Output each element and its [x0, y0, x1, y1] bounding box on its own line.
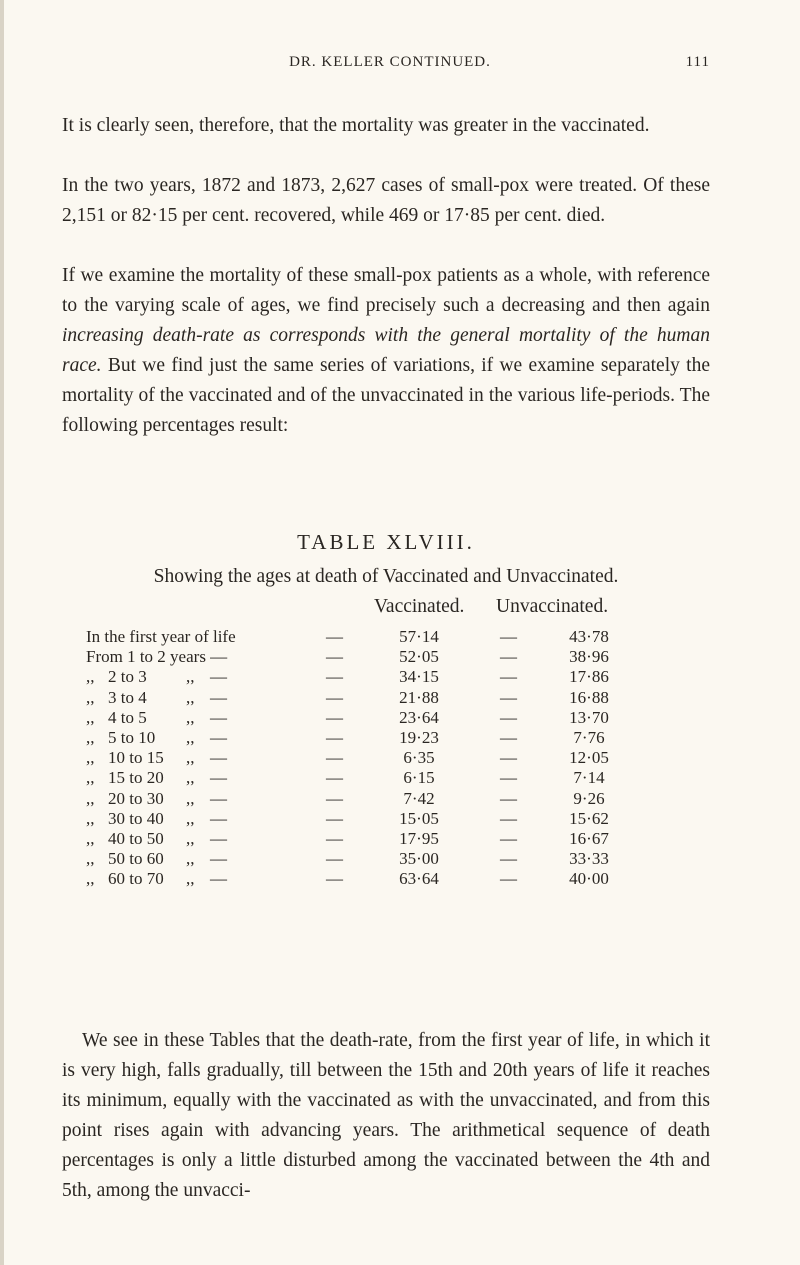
ditto-mark: ,, — [86, 829, 95, 848]
table-column-headers — [0, 596, 800, 622]
ditto-mark: ,, — [86, 707, 95, 727]
unvaccinated-value: 16·88 — [569, 687, 609, 707]
row-dash: — — [326, 728, 343, 747]
row-dash: — — [500, 869, 517, 889]
vaccinated-value: 34·15 — [399, 667, 439, 687]
row-label — [86, 789, 227, 809]
row-dash: — — [500, 768, 517, 788]
unvaccinated-value: 38·96 — [569, 647, 609, 667]
unvaccinated-value: 13·70 — [569, 707, 609, 727]
ditto-mark: ,, — [186, 707, 195, 727]
vaccinated-value: 6·15 — [403, 768, 435, 788]
ditto-mark: ,, — [186, 829, 195, 848]
column-header-unvaccinated: Unvaccinated. — [496, 596, 609, 617]
paragraph-3-italic: increasing death-rate as corresponds with the general mortality of the human race. — [62, 325, 710, 376]
table-title: TABLE XLVIII. — [297, 530, 475, 554]
vaccinated-value: 23·64 — [399, 707, 439, 727]
row-dash: — — [500, 728, 517, 747]
unvaccinated-value: 40·00 — [569, 869, 609, 889]
row-dash: — — [326, 748, 343, 768]
row-dash: — — [326, 647, 343, 667]
row-dash: — — [326, 808, 343, 828]
row-dash: — — [326, 687, 343, 707]
unvaccinated-value: 12·05 — [569, 748, 609, 768]
paragraph-3 — [62, 261, 710, 441]
row-label — [86, 708, 227, 728]
row-age-range: 40 to 50 — [108, 829, 164, 848]
column-header-vaccinated: Vaccinated. — [374, 596, 465, 617]
row-dash: — — [326, 707, 343, 727]
row-age-range: 3 to 4 — [108, 687, 147, 707]
row-dash: — — [210, 849, 227, 869]
row-dash: — — [500, 647, 517, 667]
row-dash: — — [326, 627, 343, 646]
row-dash: — — [210, 869, 227, 889]
vaccinated-value: 63·64 — [399, 869, 439, 889]
ditto-mark: ,, — [186, 869, 195, 889]
row-label: From 1 to 2 years — — [86, 647, 228, 667]
row-label — [86, 688, 227, 708]
unvaccinated-value: 9·26 — [573, 788, 605, 808]
table-caption: Showing the ages at death of Vaccinated and Unvaccinated. — [153, 566, 619, 587]
row-age-range: 15 to 20 — [108, 768, 164, 788]
unvaccinated-value: 17·86 — [569, 667, 609, 687]
row-dash: — — [210, 707, 227, 727]
row-dash: — — [500, 808, 517, 828]
row-label — [86, 869, 227, 889]
paragraph-3-text-b: But we find just the same series of variations, if we examine separately the mortality of the vaccinated and of the unvaccinated in the various life-periods. The following percentages result: — [62, 355, 710, 436]
row-dash: — — [500, 829, 517, 848]
row-dash: — — [326, 829, 343, 848]
unvaccinated-value: 43·78 — [569, 627, 609, 646]
ditto-mark: ,, — [186, 728, 195, 747]
ditto-mark: ,, — [186, 849, 195, 869]
paragraph-2: In the two years, 1872 and 1873, 2,627 cases of small-pox were treated. Of these 2,151 or 82·15 per cent. recovered, while 469 or 17·85 per cent. died. — [62, 175, 710, 226]
ditto-mark: ,, — [186, 748, 195, 768]
row-dash: — — [500, 667, 517, 687]
row-dash: — — [326, 849, 343, 869]
ditto-mark: ,, — [186, 687, 195, 707]
vaccinated-value: 15·05 — [399, 808, 439, 828]
row-dash: — — [500, 849, 517, 869]
vaccinated-value: 57·14 — [399, 627, 439, 646]
unvaccinated-value: 16·67 — [569, 829, 609, 848]
row-dash: — — [210, 808, 227, 828]
vaccinated-value: 19·23 — [399, 728, 439, 747]
unvaccinated-value: 7·14 — [573, 768, 605, 788]
row-label — [86, 768, 227, 788]
row-age-range: 5 to 10 — [108, 728, 156, 747]
ditto-mark: ,, — [186, 788, 195, 808]
ditto-mark: ,, — [86, 728, 95, 747]
ditto-mark: ,, — [86, 808, 95, 828]
paragraph-1: It is clearly seen, therefore, that the mortality was greater in the vaccinated. — [62, 115, 650, 136]
row-label — [86, 667, 227, 687]
ditto-mark: ,, — [86, 667, 95, 687]
row-dash: — — [500, 748, 517, 768]
row-age-range: 30 to 40 — [108, 808, 164, 828]
vaccinated-value: 6·35 — [403, 748, 435, 768]
paragraph-3-text-a: If we examine the mortality of these small-pox patients as a whole, with reference to the varying scale of ages, we find precisely such a decreasing and then again — [62, 265, 710, 316]
row-label — [86, 809, 227, 829]
row-dash: — — [500, 687, 517, 707]
row-dash: — — [326, 788, 343, 808]
ditto-mark: ,, — [86, 869, 95, 889]
vaccinated-value: 35·00 — [399, 849, 439, 869]
row-dash: — — [210, 768, 227, 788]
ditto-mark: ,, — [186, 808, 195, 828]
row-age-range: 2 to 3 — [108, 667, 147, 687]
page-number: 111 — [685, 54, 710, 70]
row-dash: — — [210, 687, 227, 707]
ditto-mark: ,, — [186, 768, 195, 788]
row-dash: — — [326, 768, 343, 788]
row-age-range: 20 to 30 — [108, 788, 164, 808]
vaccinated-value: 21·88 — [399, 687, 439, 707]
vaccinated-value: 7·42 — [403, 788, 435, 808]
ditto-mark: ,, — [86, 687, 95, 707]
row-dash: — — [210, 748, 227, 768]
row-dash: — — [210, 667, 227, 687]
row-age-range: 50 to 60 — [108, 849, 164, 869]
row-dash: — — [500, 788, 517, 808]
unvaccinated-value: 7·76 — [573, 728, 605, 747]
row-dash: — — [500, 707, 517, 727]
row-age-range: 4 to 5 — [108, 707, 147, 727]
running-header — [70, 54, 710, 76]
row-dash: — — [210, 788, 227, 808]
row-label — [86, 849, 227, 869]
header-title: DR. KELLER CONTINUED. — [289, 54, 491, 70]
table-row — [0, 869, 800, 893]
row-dash: — — [326, 869, 343, 889]
ditto-mark: ,, — [86, 849, 95, 869]
row-dash: — — [500, 627, 517, 646]
ditto-mark: ,, — [86, 768, 95, 788]
vaccinated-value: 52·05 — [399, 647, 439, 667]
row-age-range: 60 to 70 — [108, 869, 164, 889]
row-label — [86, 829, 227, 849]
vaccinated-value: 17·95 — [399, 829, 439, 848]
unvaccinated-value: 15·62 — [569, 808, 609, 828]
row-label: In the first year of life — [86, 627, 236, 646]
unvaccinated-value: 33·33 — [569, 849, 609, 869]
row-label — [86, 728, 227, 748]
ditto-mark: ,, — [186, 667, 195, 687]
ditto-mark: ,, — [86, 788, 95, 808]
row-dash: — — [210, 728, 227, 747]
ditto-mark: ,, — [86, 748, 95, 768]
row-label — [86, 748, 227, 768]
row-dash: — — [210, 829, 227, 848]
paragraph-4: We see in these Tables that the death-rate, from the first year of life, in which it is very high, falls gradually, till between the 15th and 20th years of life it reaches its minimum, equally with the vaccinated as with the unvaccinated, and from this point rises again with advancing years. The arithmetical sequence of death percentages is only a little disturbed among the vaccinated between the 4th and 5th, among the unvacci- — [62, 1030, 710, 1201]
row-dash: — — [326, 667, 343, 687]
row-age-range: 10 to 15 — [108, 748, 164, 768]
